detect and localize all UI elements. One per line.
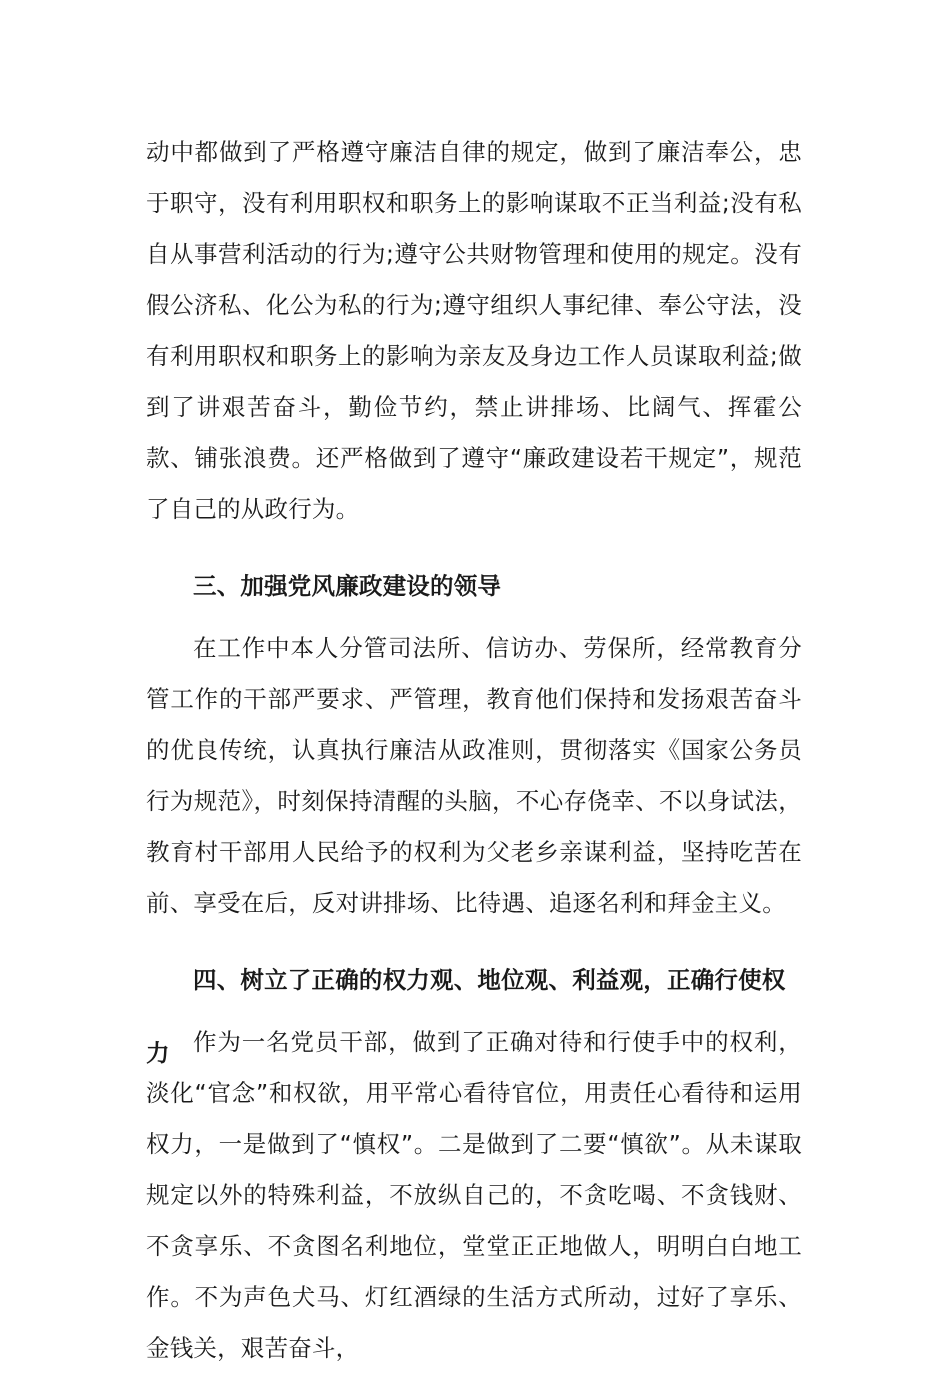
document-body bbox=[146, 127, 802, 1374]
paragraph-leadership: 在工作中本人分管司法所、信访办、劳保所，经常教育分管工作的干部严要求、严管理，教育他们保持和发扬艰苦奋斗的优良传统，认真执行廉洁从政准则，贯彻落实《国家公务员行为规范》，时刻保持清醒的头脑，不心存侥幸、不以身试法，教育村干部用人民给予的权利为父老乡亲谋利益，坚持吃苦在前、享受在后，反对讲排场、比待遇、追逐名利和拜金主义。 bbox=[146, 634, 802, 917]
paragraph-integrity-conduct: 动中都做到了严格遵守廉洁自律的规定，做到了廉洁奉公，忠于职守，没有利用职权和职务上的影响谋取不正当利益;没有私自从事营利活动的行为;遵守公共财物管理和使用的规定。没有假公济私、化公为私的行为;遵守组织人事纪律、奉公守法，没有利用职权和职务上的影响为亲友及身边工作人员谋取利益;做到了讲艰苦奋斗，勤俭节约，禁止讲排场、比阔气、挥霍公款、铺张浪费。还严格做到了遵守“廉政建设若干规定”，规范了自己的从政行为。 bbox=[146, 138, 802, 523]
section-heading-4: 四、树立了正确的权力观、地位观、利益观，正确行使权力 bbox=[146, 966, 786, 1067]
section-heading-3: 三、加强党风廉政建设的领导 bbox=[193, 572, 502, 600]
paragraph-power-view: 作为一名党员干部，做到了正确对待和行使手中的权利，淡化“官念”和权欲，用平常心看待官位，用责任心看待和运用权力，一是做到了“慎权”。二是做到了二要“慎欲”。从未谋取规定以外的特殊利益，不放纵自己的，不贪吃喝、不贪钱财、不贪享乐、不贪图名利地位，堂堂正正地做人，明明白白地工作。不为声色犬马、灯红酒绿的生活方式所动，过好了享乐、金钱关，艰苦奋斗， bbox=[146, 1028, 802, 1362]
